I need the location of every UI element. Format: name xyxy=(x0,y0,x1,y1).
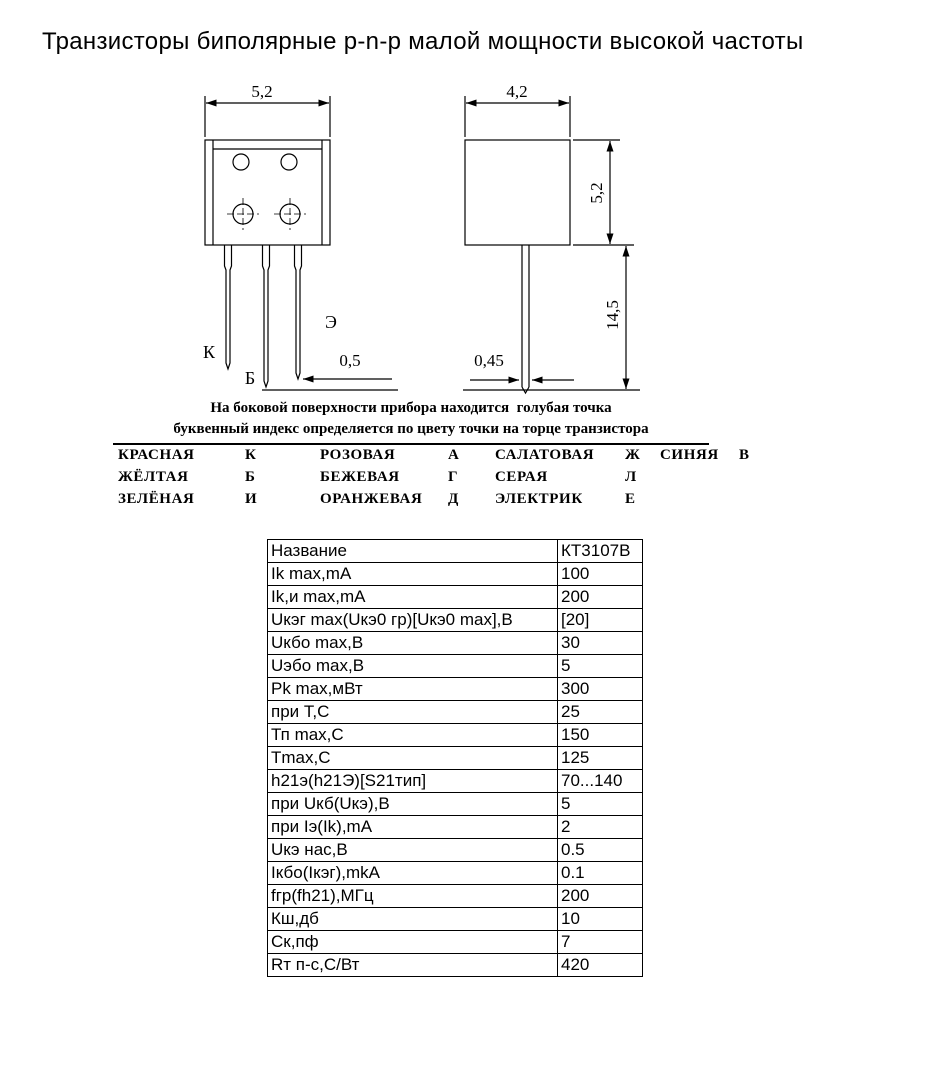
param-value: 0.5 xyxy=(558,839,643,862)
dim-lead-thickness-label: 0,45 xyxy=(474,351,504,370)
param-name: Uкэ нас,В xyxy=(268,839,558,862)
param-value: 0.1 xyxy=(558,862,643,885)
note-line-1: На боковой поверхности прибора находится голубая точка xyxy=(210,400,612,416)
param-name: при Uкб(Uкэ),В xyxy=(268,793,558,816)
color-name: ОРАНЖЕВАЯ xyxy=(320,491,423,507)
param-value: 70...140 xyxy=(558,770,643,793)
color-name: КРАСНАЯ xyxy=(118,447,195,463)
param-name: Ik max,mA xyxy=(268,563,558,586)
param-value: КТ3107В xyxy=(558,540,643,563)
color-name: САЛАТОВАЯ xyxy=(495,447,595,463)
param-value: 200 xyxy=(558,885,643,908)
spacer xyxy=(660,491,739,508)
dim-side-height-label: 5,2 xyxy=(587,182,606,204)
param-name: h21э(h21Э)[S21тип] xyxy=(268,770,558,793)
color-code: В xyxy=(739,447,750,463)
param-name: Pk max,мВт xyxy=(268,678,558,701)
color-code: Ж xyxy=(625,447,641,463)
param-value: 25 xyxy=(558,701,643,724)
param-value: [20] xyxy=(558,609,643,632)
param-value: 420 xyxy=(558,954,643,977)
color-code: Д xyxy=(448,491,459,507)
table-row xyxy=(268,885,643,908)
color-name: ЗЕЛЁНАЯ xyxy=(118,491,195,507)
param-name: Кш,дб xyxy=(268,908,558,931)
color-name: ЖЁЛТАЯ xyxy=(118,469,189,485)
color-name: СЕРАЯ xyxy=(495,469,548,485)
color-code: Е xyxy=(625,491,636,507)
pin-label-emitter: Э xyxy=(325,312,337,332)
color-code: Л xyxy=(625,469,637,485)
pin-label-collector: К xyxy=(202,342,216,362)
param-name: Тп max,С xyxy=(268,724,558,747)
pin-label-base: Б xyxy=(244,368,256,388)
table-row xyxy=(268,839,643,862)
table-row xyxy=(268,655,643,678)
side-view-drawing xyxy=(463,96,640,393)
param-name: Ск,пф xyxy=(268,931,558,954)
color-name: ЭЛЕКТРИК xyxy=(495,491,583,507)
table-row xyxy=(268,586,643,609)
param-name: Uкэг max(Uкэ0 гр)[Uкэ0 max],В xyxy=(268,609,558,632)
table-row xyxy=(268,563,643,586)
dim-lead-width-label: 0,5 xyxy=(339,351,361,370)
param-value: 7 xyxy=(558,931,643,954)
dim-front-width-label: 5,2 xyxy=(251,82,273,101)
table-row xyxy=(268,816,643,839)
table-row xyxy=(268,747,643,770)
param-value: 125 xyxy=(558,747,643,770)
param-name: Iкбо(Iкэг),mkA xyxy=(268,862,558,885)
param-name: при Iэ(Ik),mA xyxy=(268,816,558,839)
color-code: И xyxy=(245,491,258,507)
package-outline-drawing xyxy=(0,0,932,400)
param-name: Uэбо max,В xyxy=(268,655,558,678)
param-value: 5 xyxy=(558,655,643,678)
param-name: Uкбо max,В xyxy=(268,632,558,655)
param-name: Tmax,С xyxy=(268,747,558,770)
param-name: Название xyxy=(268,540,558,563)
param-value: 300 xyxy=(558,678,643,701)
param-name: Ik,и max,mA xyxy=(268,586,558,609)
color-code: К xyxy=(245,447,257,463)
note-block xyxy=(113,398,709,445)
table-row xyxy=(268,793,643,816)
param-name: Rт п-с,С/Вт xyxy=(268,954,558,977)
dim-side-width-label: 4,2 xyxy=(506,82,528,101)
param-value: 2 xyxy=(558,816,643,839)
param-value: 100 xyxy=(558,563,643,586)
table-row xyxy=(268,609,643,632)
parameters-table xyxy=(267,539,643,977)
table-row xyxy=(268,701,643,724)
page-title: Транзисторы биполярные p-n-p малой мощности высокой частоты xyxy=(42,28,804,55)
table-row xyxy=(268,724,643,747)
param-value: 30 xyxy=(558,632,643,655)
table-row xyxy=(268,770,643,793)
color-code-table xyxy=(118,447,779,508)
table-row xyxy=(268,908,643,931)
param-value: 150 xyxy=(558,724,643,747)
param-value: 10 xyxy=(558,908,643,931)
color-code: А xyxy=(448,447,460,463)
spacer xyxy=(660,469,739,486)
spacer xyxy=(739,491,779,508)
param-name: при Т,С xyxy=(268,701,558,724)
spacer xyxy=(739,469,779,486)
dim-lead-length-label: 14,5 xyxy=(603,300,622,330)
table-row xyxy=(268,678,643,701)
front-view-drawing xyxy=(202,96,398,390)
table-row xyxy=(268,931,643,954)
table-row xyxy=(268,540,643,563)
color-name: БЕЖЕВАЯ xyxy=(320,469,400,485)
table-row xyxy=(268,954,643,977)
table-row xyxy=(268,862,643,885)
param-name: fгр(fh21),МГц xyxy=(268,885,558,908)
table-row xyxy=(268,632,643,655)
color-name: РОЗОВАЯ xyxy=(320,447,396,463)
param-value: 200 xyxy=(558,586,643,609)
color-code: Г xyxy=(448,469,459,485)
note-line-2: буквенный индекс определяется по цвету точки на торце транзистора xyxy=(173,421,649,437)
color-name: СИНЯЯ xyxy=(660,447,719,463)
param-value: 5 xyxy=(558,793,643,816)
color-code: Б xyxy=(245,469,256,485)
